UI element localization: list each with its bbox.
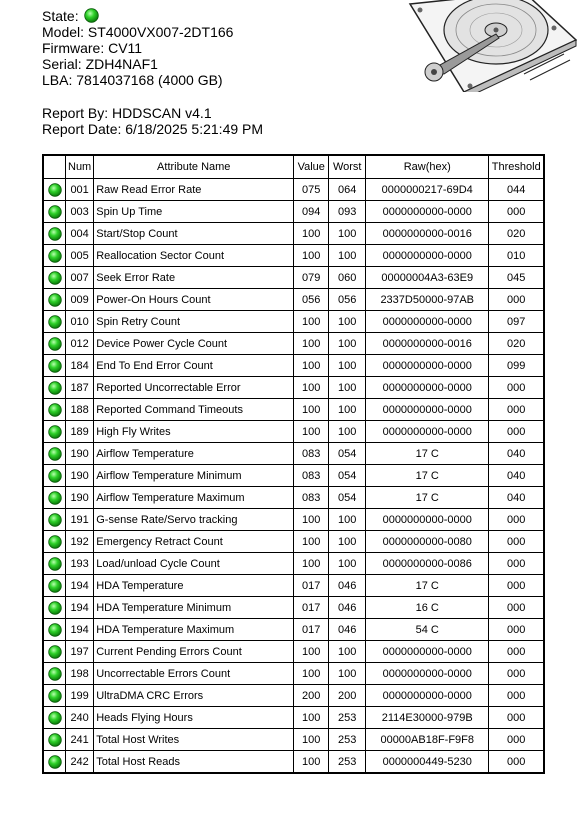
- row-value: 075: [294, 179, 329, 201]
- row-raw-hex: 17 C: [366, 443, 489, 465]
- table-row: [44, 509, 543, 531]
- row-status-cell: [44, 531, 66, 553]
- row-threshold: 099: [489, 355, 543, 377]
- row-attribute-name: Load/unload Cycle Count: [94, 553, 294, 575]
- table-header-row: [44, 156, 543, 179]
- row-threshold: 000: [489, 575, 543, 597]
- table-row: [44, 707, 543, 729]
- row-threshold: 000: [489, 421, 543, 443]
- row-worst: 100: [329, 509, 366, 531]
- row-attribute-name: Spin Retry Count: [94, 311, 294, 333]
- row-num: 242: [66, 751, 94, 772]
- row-worst: 100: [329, 663, 366, 685]
- green-status-dot-icon: [48, 381, 62, 395]
- row-threshold: 000: [489, 509, 543, 531]
- table-row: [44, 223, 543, 245]
- green-status-dot-icon: [48, 645, 62, 659]
- row-status-cell: [44, 685, 66, 707]
- row-status-cell: [44, 443, 66, 465]
- row-worst: 100: [329, 399, 366, 421]
- row-attribute-name: Total Host Writes: [94, 729, 294, 751]
- row-attribute-name: HDA Temperature: [94, 575, 294, 597]
- row-raw-hex: 17 C: [366, 487, 489, 509]
- row-raw-hex: 0000000000-0000: [366, 201, 489, 223]
- green-status-dot-icon: [48, 755, 62, 769]
- row-value: 100: [294, 333, 329, 355]
- row-attribute-name: Start/Stop Count: [94, 223, 294, 245]
- row-status-cell: [44, 311, 66, 333]
- row-value: 100: [294, 311, 329, 333]
- row-num: 184: [66, 355, 94, 377]
- row-worst: 100: [329, 553, 366, 575]
- green-status-dot-icon: [48, 491, 62, 505]
- row-threshold: 020: [489, 333, 543, 355]
- row-threshold: 000: [489, 729, 543, 751]
- row-value: 100: [294, 641, 329, 663]
- row-num: 193: [66, 553, 94, 575]
- row-worst: 100: [329, 333, 366, 355]
- green-status-dot-icon: [48, 469, 62, 483]
- row-num: 190: [66, 443, 94, 465]
- table-row: [44, 443, 543, 465]
- green-status-dot-icon: [48, 601, 62, 615]
- header-threshold: Threshold: [489, 156, 543, 179]
- table-row: [44, 333, 543, 355]
- row-worst: 100: [329, 245, 366, 267]
- hard-drive-icon: [404, 0, 577, 92]
- row-raw-hex: 2337D50000-97AB: [366, 289, 489, 311]
- row-num: 004: [66, 223, 94, 245]
- table-row: [44, 685, 543, 707]
- row-raw-hex: 54 C: [366, 619, 489, 641]
- row-raw-hex: 0000000000-0000: [366, 421, 489, 443]
- row-num: 191: [66, 509, 94, 531]
- header-status: [44, 156, 66, 179]
- report-date-line: Report Date: 6/18/2025 5:21:49 PM: [42, 121, 264, 137]
- table-row: [44, 289, 543, 311]
- row-status-cell: [44, 421, 66, 443]
- row-worst: 100: [329, 223, 366, 245]
- row-attribute-name: Heads Flying Hours: [94, 707, 294, 729]
- table-row: [44, 597, 543, 619]
- table-row: [44, 619, 543, 641]
- row-status-cell: [44, 289, 66, 311]
- green-status-dot-icon: [48, 557, 62, 571]
- row-worst: 100: [329, 311, 366, 333]
- table-row: [44, 377, 543, 399]
- row-value: 100: [294, 707, 329, 729]
- row-threshold: 044: [489, 179, 543, 201]
- row-threshold: 040: [489, 487, 543, 509]
- table-row: [44, 179, 543, 201]
- serial-line: Serial: ZDH4NAF1: [42, 56, 158, 72]
- row-threshold: 000: [489, 707, 543, 729]
- green-status-dot-icon: [48, 623, 62, 637]
- table-row: [44, 355, 543, 377]
- row-num: 199: [66, 685, 94, 707]
- table-row: [44, 663, 543, 685]
- row-status-cell: [44, 729, 66, 751]
- green-status-dot-icon: [48, 535, 62, 549]
- row-status-cell: [44, 663, 66, 685]
- row-raw-hex: 0000000000-0000: [366, 509, 489, 531]
- green-status-dot-icon: [48, 403, 62, 417]
- row-threshold: 045: [489, 267, 543, 289]
- green-status-dot-icon: [48, 711, 62, 725]
- row-value: 200: [294, 685, 329, 707]
- row-raw-hex: 2114E30000-979B: [366, 707, 489, 729]
- row-raw-hex: 0000000000-0016: [366, 223, 489, 245]
- row-threshold: 000: [489, 597, 543, 619]
- green-status-dot-icon: [48, 315, 62, 329]
- row-num: 003: [66, 201, 94, 223]
- green-status-dot-icon: [48, 425, 62, 439]
- table-row: [44, 575, 543, 597]
- green-status-dot-icon: [48, 513, 62, 527]
- row-value: 100: [294, 399, 329, 421]
- green-status-dot-icon: [48, 249, 62, 263]
- row-value: 100: [294, 245, 329, 267]
- row-num: 194: [66, 575, 94, 597]
- row-worst: 100: [329, 377, 366, 399]
- row-num: 001: [66, 179, 94, 201]
- row-raw-hex: 00000004A3-63E9: [366, 267, 489, 289]
- row-value: 100: [294, 729, 329, 751]
- row-worst: 253: [329, 729, 366, 751]
- row-num: 009: [66, 289, 94, 311]
- state-row: [42, 8, 263, 24]
- table-row: [44, 245, 543, 267]
- row-raw-hex: 0000000000-0080: [366, 531, 489, 553]
- table-row: [44, 531, 543, 553]
- row-attribute-name: High Fly Writes: [94, 421, 294, 443]
- row-status-cell: [44, 751, 66, 772]
- row-num: 187: [66, 377, 94, 399]
- row-attribute-name: Uncorrectable Errors Count: [94, 663, 294, 685]
- row-worst: 200: [329, 685, 366, 707]
- report-by-line: Report By: HDDSCAN v4.1: [42, 105, 212, 121]
- table-row: [44, 553, 543, 575]
- row-value: 100: [294, 553, 329, 575]
- row-threshold: 000: [489, 377, 543, 399]
- row-attribute-name: Airflow Temperature: [94, 443, 294, 465]
- row-status-cell: [44, 355, 66, 377]
- row-worst: 060: [329, 267, 366, 289]
- row-value: 079: [294, 267, 329, 289]
- row-worst: 054: [329, 465, 366, 487]
- row-num: 198: [66, 663, 94, 685]
- row-num: 189: [66, 421, 94, 443]
- row-attribute-name: Emergency Retract Count: [94, 531, 294, 553]
- row-attribute-name: Reported Command Timeouts: [94, 399, 294, 421]
- row-value: 100: [294, 377, 329, 399]
- table-row: [44, 641, 543, 663]
- row-threshold: 010: [489, 245, 543, 267]
- green-status-dot-icon: [48, 359, 62, 373]
- table-row: [44, 267, 543, 289]
- row-worst: 100: [329, 421, 366, 443]
- header-value: Value: [294, 156, 329, 179]
- row-status-cell: [44, 245, 66, 267]
- row-value: 100: [294, 509, 329, 531]
- table-row: [44, 487, 543, 509]
- row-num: 197: [66, 641, 94, 663]
- row-value: 100: [294, 355, 329, 377]
- row-value: 017: [294, 619, 329, 641]
- row-value: 083: [294, 487, 329, 509]
- row-value: 056: [294, 289, 329, 311]
- firmware-line: Firmware: CV11: [42, 40, 143, 56]
- row-status-cell: [44, 377, 66, 399]
- row-num: 005: [66, 245, 94, 267]
- row-threshold: 040: [489, 465, 543, 487]
- row-threshold: 020: [489, 223, 543, 245]
- row-attribute-name: Airflow Temperature Maximum: [94, 487, 294, 509]
- row-raw-hex: 0000000000-0000: [366, 399, 489, 421]
- row-raw-hex: 0000000000-0086: [366, 553, 489, 575]
- table-row: [44, 465, 543, 487]
- table-row: [44, 751, 543, 772]
- row-attribute-name: Seek Error Rate: [94, 267, 294, 289]
- row-status-cell: [44, 597, 66, 619]
- green-status-dot-icon: [48, 337, 62, 351]
- row-raw-hex: 17 C: [366, 575, 489, 597]
- row-worst: 093: [329, 201, 366, 223]
- row-worst: 100: [329, 641, 366, 663]
- row-attribute-name: Power-On Hours Count: [94, 289, 294, 311]
- row-raw-hex: 00000AB18F-F9F8: [366, 729, 489, 751]
- row-status-cell: [44, 223, 66, 245]
- table-row: [44, 311, 543, 333]
- row-worst: 253: [329, 707, 366, 729]
- table-row: [44, 729, 543, 751]
- row-raw-hex: 0000000449-5230: [366, 751, 489, 772]
- row-threshold: 040: [489, 443, 543, 465]
- state-label: State:: [42, 8, 79, 24]
- table-row: [44, 399, 543, 421]
- green-status-dot-icon: [48, 733, 62, 747]
- row-attribute-name: End To End Error Count: [94, 355, 294, 377]
- row-threshold: 000: [489, 619, 543, 641]
- row-status-cell: [44, 509, 66, 531]
- model-line: Model: ST4000VX007-2DT166: [42, 24, 234, 40]
- row-value: 100: [294, 751, 329, 772]
- row-worst: 054: [329, 487, 366, 509]
- row-value: 100: [294, 531, 329, 553]
- row-raw-hex: 16 C: [366, 597, 489, 619]
- row-worst: 046: [329, 575, 366, 597]
- row-threshold: 097: [489, 311, 543, 333]
- header-worst: Worst: [329, 156, 366, 179]
- row-attribute-name: Reported Uncorrectable Error: [94, 377, 294, 399]
- row-raw-hex: 0000000217-69D4: [366, 179, 489, 201]
- row-worst: 100: [329, 355, 366, 377]
- row-raw-hex: 0000000000-0000: [366, 245, 489, 267]
- row-attribute-name: HDA Temperature Minimum: [94, 597, 294, 619]
- row-attribute-name: Total Host Reads: [94, 751, 294, 772]
- green-status-dot-icon: [48, 205, 62, 219]
- green-status-dot-icon: [48, 271, 62, 285]
- row-threshold: 000: [489, 663, 543, 685]
- header-num: Num: [66, 156, 94, 179]
- row-attribute-name: Reallocation Sector Count: [94, 245, 294, 267]
- row-status-cell: [44, 201, 66, 223]
- row-value: 083: [294, 465, 329, 487]
- table-row: [44, 201, 543, 223]
- row-num: 188: [66, 399, 94, 421]
- row-attribute-name: Current Pending Errors Count: [94, 641, 294, 663]
- green-status-dot-icon: [48, 579, 62, 593]
- row-status-cell: [44, 575, 66, 597]
- row-status-cell: [44, 333, 66, 355]
- row-num: 240: [66, 707, 94, 729]
- green-status-dot-icon: [48, 689, 62, 703]
- row-raw-hex: 0000000000-0000: [366, 377, 489, 399]
- row-raw-hex: 0000000000-0000: [366, 663, 489, 685]
- row-threshold: 000: [489, 289, 543, 311]
- row-value: 083: [294, 443, 329, 465]
- row-num: 012: [66, 333, 94, 355]
- row-num: 007: [66, 267, 94, 289]
- row-status-cell: [44, 399, 66, 421]
- green-status-dot-icon: [48, 183, 62, 197]
- row-value: 100: [294, 421, 329, 443]
- row-raw-hex: 0000000000-0000: [366, 355, 489, 377]
- row-status-cell: [44, 179, 66, 201]
- row-attribute-name: Spin Up Time: [94, 201, 294, 223]
- row-attribute-name: Airflow Temperature Minimum: [94, 465, 294, 487]
- row-num: 192: [66, 531, 94, 553]
- green-status-dot-icon: [48, 447, 62, 461]
- row-status-cell: [44, 707, 66, 729]
- row-raw-hex: 0000000000-0000: [366, 685, 489, 707]
- row-num: 194: [66, 619, 94, 641]
- report-header: [42, 8, 263, 137]
- table-row: [44, 421, 543, 443]
- row-num: 190: [66, 487, 94, 509]
- row-attribute-name: G-sense Rate/Servo tracking: [94, 509, 294, 531]
- row-status-cell: [44, 553, 66, 575]
- row-worst: 046: [329, 619, 366, 641]
- row-worst: 100: [329, 531, 366, 553]
- row-raw-hex: 17 C: [366, 465, 489, 487]
- row-raw-hex: 0000000000-0000: [366, 311, 489, 333]
- row-worst: 253: [329, 751, 366, 772]
- row-raw-hex: 0000000000-0016: [366, 333, 489, 355]
- header-raw-hex: Raw(hex): [366, 156, 489, 179]
- row-status-cell: [44, 487, 66, 509]
- row-threshold: 000: [507, 755, 526, 768]
- row-threshold: 000: [489, 201, 543, 223]
- smart-attributes-table: [42, 154, 545, 774]
- row-raw-hex: 0000000000-0000: [366, 641, 489, 663]
- row-attribute-name: Device Power Cycle Count: [94, 333, 294, 355]
- green-status-dot-icon: [48, 667, 62, 681]
- row-num: 194: [66, 597, 94, 619]
- row-value: 017: [294, 597, 329, 619]
- row-value: 094: [294, 201, 329, 223]
- green-status-dot-icon: [48, 227, 62, 241]
- row-threshold: 000: [489, 553, 543, 575]
- green-status-dot-icon: [48, 293, 62, 307]
- row-num: 190: [66, 465, 94, 487]
- row-value: 100: [294, 663, 329, 685]
- lba-line: LBA: 7814037168 (4000 GB): [42, 72, 223, 88]
- row-threshold: 000: [489, 641, 543, 663]
- row-num: 010: [66, 311, 94, 333]
- row-threshold: 000: [489, 685, 543, 707]
- row-attribute-name: Raw Read Error Rate: [94, 179, 294, 201]
- row-worst: 054: [329, 443, 366, 465]
- row-value: 100: [294, 223, 329, 245]
- row-status-cell: [44, 641, 66, 663]
- row-attribute-name: HDA Temperature Maximum: [94, 619, 294, 641]
- row-value: 017: [294, 575, 329, 597]
- row-worst: 064: [329, 179, 366, 201]
- row-threshold: 000: [489, 399, 543, 421]
- row-worst: 056: [329, 289, 366, 311]
- row-status-cell: [44, 465, 66, 487]
- row-worst: 046: [329, 597, 366, 619]
- row-status-cell: [44, 267, 66, 289]
- row-attribute-name: UltraDMA CRC Errors: [94, 685, 294, 707]
- row-status-cell: [44, 619, 66, 641]
- row-threshold: 000: [489, 531, 543, 553]
- row-num: 241: [66, 729, 94, 751]
- header-attribute-name: Attribute Name: [94, 156, 294, 179]
